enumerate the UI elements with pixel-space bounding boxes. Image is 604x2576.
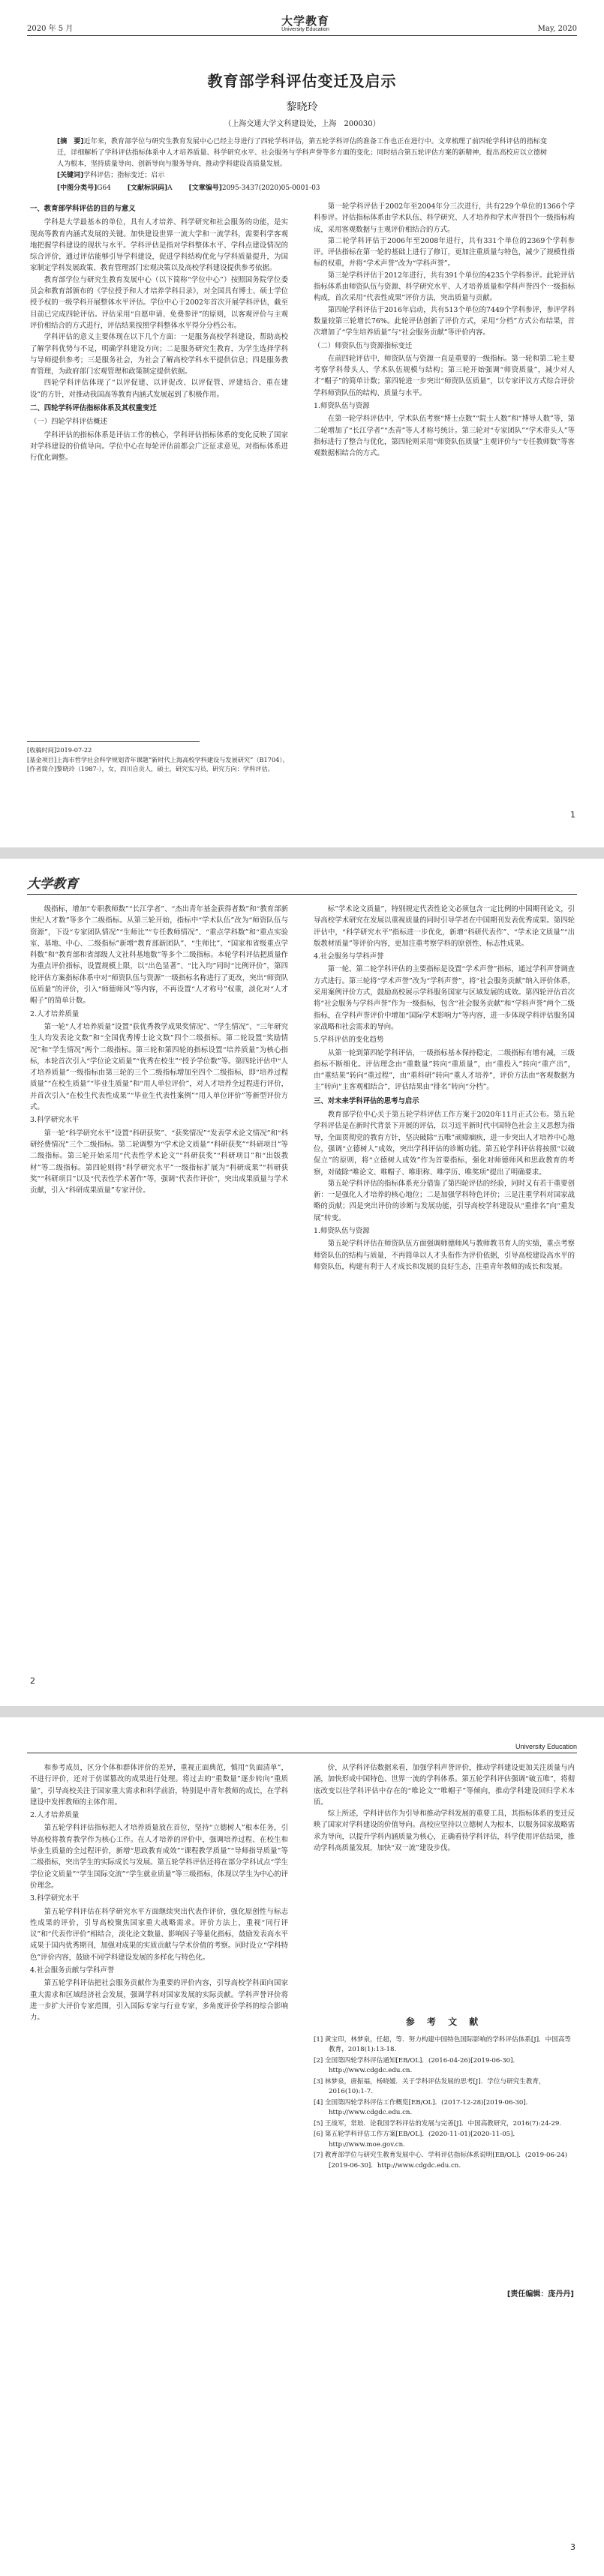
body-column-right [314, 201, 575, 733]
doc-value: A [167, 184, 173, 192]
body-paragraph: 第一轮“科学研究水平”设置“科研获奖”、“获奖情况”“发表学术论文情况”和“科研经费情况”三个二级指标。第二轮调整为“学术论文质量”“科研获奖”“科研项目”等二级指标。第三轮开始采用“代表性学术论文”“科研获奖”“科研项目”和“出版教材”等二级指标。第四轮则将“科学研究水平”一级指标扩展为“科研成果”“科研获奖”“科研项目”以及“代表性学术著作”等，强调“代表作评价”，突出成果质量与学术贡献，引入“科研成果质量”专家评价。 [30, 1129, 288, 1195]
body-column-left [30, 201, 288, 733]
article-no-label: [文章编号] [188, 184, 222, 192]
journal-english-name: University Education [515, 1743, 577, 1750]
footnote-fund: [基金项目]上海市哲学社会科学规划青年课题“新时代上海高校学科建设与发展研究”（B1704）。 [27, 755, 289, 763]
body-paragraph: 综上所述，学科评估作为引导和推动学科发展的重要工具，其指标体系的变迁反映了国家对学科建设的价值导向。高校应坚持以立德树人为根本，以服务国家战略需求为导向，以提升学科内涵质量为核心，正确看待学科评估，科学使用评估结果，推动学科高质量发展，加快“双一流”建设步伐。 [314, 1810, 575, 1853]
body-paragraph: 从第一轮到第四轮学科评估，一级指标基本保持稳定，二级指标有增有减，三级指标不断细化。评估理念由“重数量”转向“重质量”，由“重投入”转向“重产出”，由“重结果”转向“重过程”，由“重科研”转向“重人才培养”，评价方法由“客观数据为主”转向“主客观相结合”，评估结果由“排名”转向“分档”。 [314, 1048, 575, 1092]
section-heading: 1.师资队伍与资源 [314, 1227, 370, 1236]
body-column-right [314, 904, 575, 1654]
page-2 [0, 859, 604, 1706]
footnote-rule [27, 741, 200, 742]
section-heading: 一、教育部学科评估的目的与意义 [30, 205, 136, 213]
journal-english-name: University Education [281, 27, 329, 33]
body-paragraph: 级指标，增加“专职教师数”“长江学者”、“杰出青年基金获得者数”和“教育部新世纪人才数”等多个二级指标。从第三轮开始，指标中“学术队伍”改为“师资队伍与资源”，下设“专家团队情况”“生师比”“专任教师情况”、“重点学科数”和“重点实验室、基地、中心、二级指标”新增“教育部新团队”、“生师比”、“国家和省级重点学科数”和“教育部和省部级人文社科基地数”等多个二级指标。本轮学科评估把质量作为重点评价指标，设置规模上限，以“出色显著”、“比入均”同时“比例评价”，第四轮评估方案指标体系中对“师资队伍与资源”一级指标名称进行了更改，突出“师资队伍质量”的评价，引入“师德师风”等内容，不再设置“人才称号”权重，淡化对“人才帽子”的简单计数。 [30, 905, 288, 1006]
page-header [27, 872, 577, 895]
keywords [57, 170, 547, 181]
body-paragraph: 教育部学位中心关于第五轮学科评估工作方案于2020年11月正式公布。第五轮学科评估是在新时代背景下开展的评估，以习近平新时代中国特色社会主义思想为指导，全面贯彻党的教育方针，坚决破除“五唯”顽瘴痼疾，进一步突出人才培养中心地位，强调“立德树人”成效，突出学科评估的诊断功能。第五轮学科评估将按照“以破促立”的原则，将“立德树人成效”作为首要指标，强化对师德师风和思政教育的考察，对破除“唯论文、唯帽子、唯职称、唯学历、唯奖项”提出了明确要求。 [314, 1111, 575, 1177]
section-heading: 5.学科评估的变化趋势 [314, 1036, 384, 1045]
reference-item: [3] 林梦泉，唐振福，杨晓媛．关于学科评估发展的思考[J]．学位与研究生教育，2016(10):1-7. [314, 2077, 545, 2095]
body-paragraph: 第一轮、第二轮学科评估的主要指标是设置“学术声誉”指标，通过学科声誉调查方式进行。第三轮将“学术声誉”改为“学科声誉”，将“社会服务贡献”纳入评价体系，采用案例评价方式，鼓励高校展示学科服务国家与区域发展的成效。第四轮评估首次将“社会服务与学科声誉”作为一级指标，包含“社会服务贡献”和“学科声誉”两个二级指标，在学科声誉评价中增加“国际学术影响力”等内容，进一步体现学科评估服务国家战略和社会需求的导向。 [314, 965, 575, 1031]
author-affiliation: （上海交通大学文科建设处，上海 200030） [224, 120, 380, 128]
footnote-received: [收稿时间]2019-07-22 [27, 746, 92, 754]
body-paragraph: 和参考成员，区分个体和群体评价的差异，重视正面典范，慎用“负面清单”，不进行评价，还对于仿谋篡改的成果进行处理。将过去的“重数量”逐步转向“重质量”，引导高校关注于国家重大需求和科学前沿，特别是中青年教师的成长，在学科建设中发挥教师的主体作用。 [30, 1764, 288, 1807]
footnotes [27, 745, 577, 774]
abstract [57, 136, 547, 170]
page-number: 2 [30, 1676, 35, 1686]
body-paragraph: 价，从学科评估数据来看，加强学科声誉评价，推动学科建设更加关注质量与内涵，加快形成中国特色、世界一流的学科体系。第五轮学科评估强调“破五唯”，将彻底改变以往学科评估中存在的“唯论文”“唯帽子”等倾向，推动学科建设回归学术本质。 [314, 1764, 575, 1807]
document-code [128, 183, 173, 194]
body-paragraph: 第五轮学科评估在师资队伍方面强调师德师风与教师教书育人的实绩，重点考察师资队伍的结构与质量，不再简单以人才头衔作为评价依据，引导高校建设高水平的师资队伍，构建有利于人才成长和发展的良好生态，注重青年教师的成长和发展。 [314, 1240, 575, 1271]
body-paragraph: 第一轮“人才培养质量”设置“获优秀教学成果奖情况”、“学生情况”、“三年研究生人均发表论文数”和“全国优秀博士论文数”四个二级指标。第二轮设置“奖励情况”和“学生情况”两个二级指标。第三轮和第四轮的指标设置“培养质量”为核心指标，本轮首次引入“学位论文质量”“优秀在校生”“授予学位数”等。第四轮评估中“人才培养质量”一级指标由第三轮的三个二级指标增加至四个二级指标，即“培养过程质量”“在校生质量”“毕业生质量”和“用人单位评价”，对人才培养全过程进行评价，并首次引入“在校生代表性成果”“毕业生代表性案例”“用人单位评价”等新型评价方式。 [30, 1022, 288, 1112]
reference-item: [1] 黄宝印，林梦泉，任超，等．努力构建中国特色国际影响的学科评估体系[J]．中国高等教育，2018(1):13-18. [314, 2035, 572, 2053]
clc-value: G64 [97, 184, 111, 192]
body-paragraph: 学科是大学最基本的单位，具有人才培养、科学研究和社会服务的功能，是实现高等教育内涵式发展的关键。加快建设世界一流大学和一流学科，需要科学客观地把握学科建设的现状与水平。学科评估是指对学科整体水平、学科点建设情况的综合评价，通过评估能够引导学科建设，促进学科结构优化与学科质量提升，为国家制定学科发展政策、教育管理部门宏观决策以及高校学科建设提供参考依据。 [30, 218, 288, 273]
clc-number [57, 183, 111, 194]
article-title: 教育部学科评估变迁及启示 [207, 72, 397, 90]
abstract-block [57, 136, 547, 194]
section-heading: 3.科学研究水平 [30, 1894, 80, 1903]
body-paragraph: 教育部学位与研究生教育发展中心（以下简称“学位中心”）按照国务院学位委员会和教育部颁布的《学位授予和人才培养学科目录》，对全国具有博士、硕士学位授予权的一级学科开展整体水平评估。学位中心于2002年首次开展学科评估，截至目前已完成四轮评估。评估采用“自愿申请、免费参评”的原则，以客观评价与主观评价相结合的方式进行，评估结果按照学科整体水平得分分档公布。 [30, 275, 288, 330]
page-1 [0, 0, 604, 847]
section-heading: 2.人才培养质量 [30, 1811, 80, 1820]
body-paragraph: 在前四轮评估中，师资队伍与资源一直是重要的一级指标。第一轮和第二轮主要考察学科带头人、学术队伍规模与结构；第三轮开始强调“师资质量”，减少对人才“帽子”的简单计数；第四轮进一步突出“师资队伍质量”，以专家评议方式综合评价学科师资队伍的结构、质量与水平。 [314, 354, 575, 397]
journal-name: 大学教育 [281, 13, 330, 28]
section-heading: 4.社会服务与学科声誉 [314, 952, 384, 961]
page-header [27, 1731, 577, 1753]
section-heading: 4.社会服务贡献与学科声誉 [30, 1966, 115, 1975]
section-heading: 三、对未来学科评估的思考与启示 [314, 1096, 419, 1105]
body-paragraph: 第三轮学科评估于2012年进行，共有391个单位的4235个学科参评。此轮评估指标体系由师资队伍与资源、科学研究水平、人才培养质量和学科声誉四个一级指标构成，首次采用“代表性成果”评价方法，突出质量与贡献。 [314, 271, 575, 303]
article-author: 黎晓玲 [286, 101, 318, 113]
article-no-value: 2095-3437(2020)05-0001-03 [221, 184, 320, 192]
page-number: 3 [570, 2542, 575, 2552]
body-column-left [30, 904, 288, 1654]
header-date-english: May, 2020 [537, 25, 577, 33]
page-3 [0, 1717, 604, 2576]
reference-item: [5] 王战军，常琅．论我国学科评估的发展与完善[J]．中国高教研究，2016(7):24-29. [314, 2119, 562, 2128]
references-list [314, 2035, 575, 2172]
reference-item: [2] 全国第四轮学科评估通知[EB/OL]．(2016-04-26)[2019-06-30]．http://www.cdgdc.edu.cn. [314, 2056, 520, 2074]
body-paragraph: 第五轮学科评估在科学研究水平方面继续突出代表作评价，强化原创性与标志性成果的评价，引导高校聚焦国家重大战略需求。评价方法上，重视“同行评议”和“代表作评价”相结合，淡化论文数量、影响因子等量化指标，鼓励发表高水平成果于国内优秀期刊，加强对成果的实质贡献与学术价值的考察。同时设立“学科特色”评价内容，鼓励不同学科建设发展的多样化与特色化。 [30, 1907, 288, 1962]
body-column-right [314, 1762, 575, 2010]
body-paragraph: 在第一轮学科评估中，学术队伍考察“博士点数”“院士人数”和“博导人数”等，第二轮增加了“长江学者”“杰青”等人才称号统计。第三轮对“专家团队”“学术带头人”等指标进行了整合与优化，第四轮则采用“师资队伍质量”主观评价与“专任教师数”等客观数据相结合的方式。 [314, 415, 575, 458]
section-heading: 二、四轮学科评估指标体系及其权重变迁 [30, 404, 157, 413]
abstract-text: 近年来，教育部学位与研究生教育发展中心已经主导进行了四轮学科评估，第五轮学科评估的准备工作也正在进行中。文章梳理了前四轮学科评估的指标变迁，详细解析了学科评估指标体系中人才培养质量、科学研究水平、社会服务与学科声誉等多方面的变化；同时结合第五轮评估方案的新精神，提出高校应以立德树人为根本，坚持质量导向、创新导向与服务导向，推动学科建设高质量发展。 [57, 138, 547, 168]
reference-item: [4] 全国第四轮学科评估工作概览[EB/OL]．(2017-12-28)[2019-06-30]．http://www.cdgdc.edu.cn. [314, 2098, 533, 2116]
body-column-left [30, 1762, 288, 2542]
classification-row [57, 183, 547, 194]
section-heading: 3.科学研究水平 [30, 1116, 80, 1125]
page-header [27, 10, 577, 36]
body-paragraph: 第一轮学科评估于2002年至2004年分三次进行，共有229个单位的1366个学科参评。评估指标体系由学术队伍、科学研究、人才培养和学术声誉四个一级指标构成，采用客观数据与主观评价相结合的方式。 [314, 202, 575, 234]
clc-label: [中图分类号] [57, 184, 98, 192]
journal-masthead: 大学教育 [27, 877, 78, 892]
abstract-label: [摘 要] [57, 138, 84, 145]
references [314, 2017, 575, 2172]
reference-item: [7] 教育部学位与研究生教育发展中心．学科评估指标体系说明[EB/OL]．(2019-06-24)[2019-06-30]．http://www.cdgdc.edu.cn. [314, 2152, 568, 2170]
section-heading: （一）四轮学科评估概述 [30, 418, 108, 427]
keywords-text: 学科评估；指标变迁；启示 [83, 172, 165, 179]
doc-label: [文献标识码] [127, 184, 168, 192]
header-date: 2020 年 5 月 [27, 25, 74, 33]
body-paragraph: 学科评估的意义主要体现在以下几个方面：一是服务高校学科建设，帮助高校了解学科优势与不足，明确学科建设方向；二是服务研究生教育，为学生选择学科与导师提供参考；三是服务社会，为社会了解高校学科水平提供信息；四是服务教育管理，为政府部门宏观管理和政策制定提供依据。 [30, 333, 288, 376]
section-heading: 1.师资队伍与资源 [314, 402, 370, 411]
references-title: 参 考 文 献 [405, 2017, 483, 2027]
section-heading: （二）师资队伍与资源指标变迁 [314, 341, 413, 350]
keywords-label: [关键词] [57, 172, 84, 179]
section-heading: 2.人才培养质量 [30, 1009, 80, 1018]
body-paragraph: 四轮学科评估体现了“以评促建、以评促改、以评促管、评建结合、重在建设”的方针，对推动我国高等教育内涵式发展起到了积极作用。 [30, 379, 288, 399]
article-number [189, 183, 320, 194]
page-number: 1 [570, 810, 575, 820]
body-paragraph: 第五轮学科评估指标把人才培养质量放在首位，坚持“立德树人”根本任务，引导高校将教育教学作为核心工作。在人才培养的评价中，强调培养过程、在校生和毕业生质量的全过程评价，新增“思政教育成效”“课程教学质量”“导师指导质量”等二级指标，突出学生的实际成长与发展。第五轮学科评估还将在部分学科试点“学生学位论文质量”“学生国际交流”“学生就业质量”等三级指标，体现以学生为中心的评价理念。 [30, 1824, 288, 1890]
footnote-author: [作者简介]黎晓玲（1987-），女，四川自贡人，硕士，研究实习员，研究方向：学科评估。 [27, 765, 274, 772]
body-paragraph: 第四轮学科评估于2016年启动，共有513个单位的7449个学科参评，参评学科数量较第三轮增长76%。此轮评估创新了评价方式，采用“分档”方式公布结果，首次增加了“学生培养质量”与“社会服务贡献”等评价内容。 [314, 305, 575, 337]
body-paragraph: 学科评估的指标体系是评估工作的核心，学科评估指标体系的变化反映了国家对学科建设的价值导向。学位中心在每轮评估前都会广泛征求意见，对指标体系进行优化调整。 [30, 430, 288, 463]
body-paragraph: 标”学术论文质量”，特别规定代表性论文必须包含一定比例的中国期刊论文，引导高校学术研究在发展以重视质量的同时引导学者在中国期刊发表优秀成果。第四轮评估中，“科学研究水平”指标进一步优化，新增“科研代表作”、“学术论文质量”“出版教材质量”等评价内容，更加注重考察学科的原创性、标志性成果。 [314, 905, 575, 948]
body-paragraph: 第五轮学科评估把社会服务贡献作为重要的评价内容，引导高校学科面向国家重大需求和区域经济社会发展，强调学科对国家发展的实际贡献。学科声誉评价将进一步扩大评价专家范围，引入国际专家与行业专家，多角度评价学科的综合影响力。 [30, 1979, 288, 2023]
responsible-editor: [责任编辑：庞丹丹] [506, 2290, 574, 2299]
body-paragraph: 第二轮学科评估于2006年至2008年进行，共有331个单位的2369个学科参评。评估指标在第一轮的基础上进行了修订，更加注重质量与特色，减少了规模性指标的权重，并将“学术声誉”改为“学科声誉”。 [314, 236, 575, 268]
journal-masthead [281, 15, 329, 33]
body-paragraph: 第五轮学科评估的指标体系充分借鉴了第四轮评估的经验，同时又有若干重要创新：一是强化人才培养的核心地位；二是加强学科特色评价；三是注重学科对国家战略的贡献；四是突出评价的诊断与发展功能，引导高校学科建设从“重排名”向“重发展”转变。 [314, 1179, 575, 1222]
reference-item: [6] 第五轮学科评估工作方案[EB/OL]．(2020-11-01)[2020-11-05]．http://www.moe.gov.cn. [314, 2131, 520, 2149]
